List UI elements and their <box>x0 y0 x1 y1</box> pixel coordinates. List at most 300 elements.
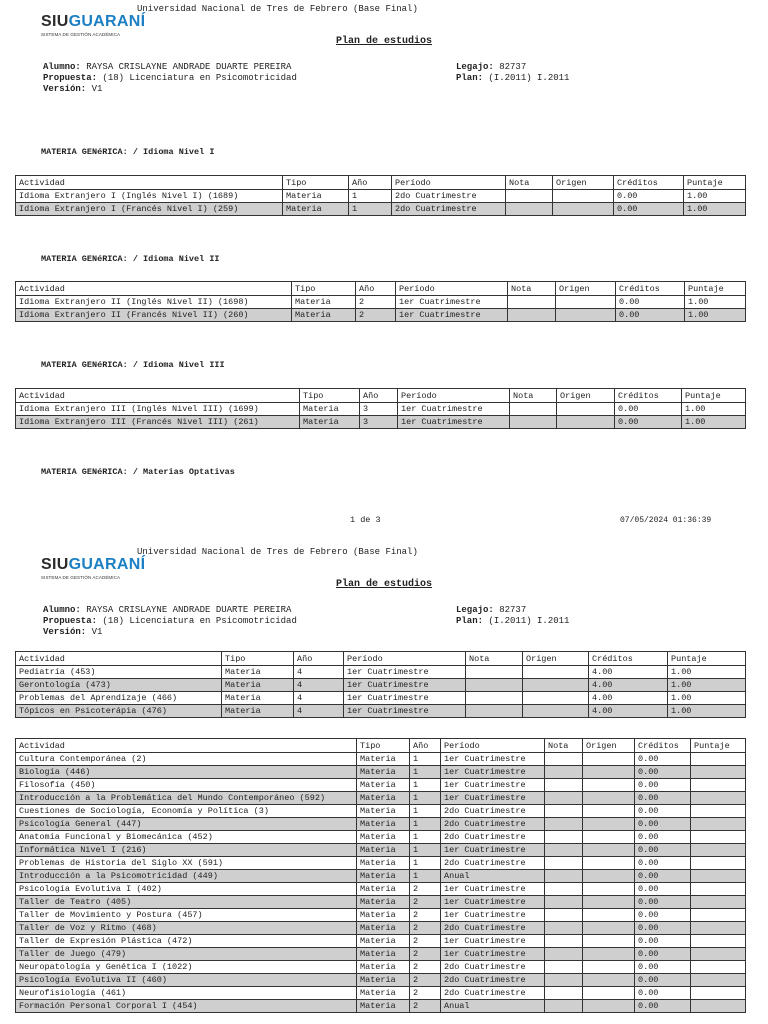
table-cell: 0.00 <box>616 309 685 322</box>
column-header: Origen <box>583 739 635 753</box>
table-cell: Materia <box>222 692 294 705</box>
table-cell: Materia <box>357 766 410 779</box>
column-header: Tipo <box>222 652 294 666</box>
table-cell: Anatomía Funcional y Biomecánica (452) <box>16 831 357 844</box>
table-cell: Materia <box>357 1000 410 1013</box>
table-cell: Psicología Evolutiva I (402) <box>16 883 357 896</box>
table-cell: Biología (446) <box>16 766 357 779</box>
table-cell: 0.00 <box>635 974 691 987</box>
column-header: Actividad <box>16 282 292 296</box>
table-cell <box>691 948 746 961</box>
table-cell: Idioma Extranjero III (Inglés Nivel III) (1699) <box>16 403 300 416</box>
table-cell <box>691 896 746 909</box>
table-cell: Materia <box>222 679 294 692</box>
table-cell: 1.00 <box>685 309 746 322</box>
column-header: Nota <box>506 176 553 190</box>
table-cell: Materia <box>357 857 410 870</box>
table-cell: 1.00 <box>668 666 746 679</box>
column-header: Créditos <box>616 282 685 296</box>
table-cell <box>583 805 635 818</box>
table-row <box>16 296 746 309</box>
table-row <box>16 766 746 779</box>
table-cell: 0.00 <box>635 935 691 948</box>
table-cell: Introducción a la Problemática del Mundo Contemporáneo (592) <box>16 792 357 805</box>
table-cell <box>545 870 583 883</box>
table-cell: Informática Nivel I (216) <box>16 844 357 857</box>
table-cell: 1er Cuatrimestre <box>344 692 466 705</box>
table-cell <box>557 416 615 429</box>
table-cell: 0.00 <box>635 896 691 909</box>
table-cell: Anual <box>441 1000 545 1013</box>
table-cell: Filosofía (450) <box>16 779 357 792</box>
table-cell: 2 <box>410 896 441 909</box>
student-version: V1 <box>91 84 103 94</box>
table-cell: 1 <box>410 805 441 818</box>
table-cell <box>583 922 635 935</box>
table-cell: Anual <box>441 870 545 883</box>
table-cell: Gerontología (473) <box>16 679 222 692</box>
table-cell: 2do Cuatrimestre <box>441 922 545 935</box>
table-cell: Materia <box>300 416 360 429</box>
student-plan: (I.2011) I.2011 <box>488 73 570 83</box>
table-cell: 2 <box>410 883 441 896</box>
table-row <box>16 692 746 705</box>
table-cell: 1er Cuatrimestre <box>396 309 508 322</box>
page-title: Plan de estudios <box>335 36 432 47</box>
table-cell <box>583 987 635 1000</box>
column-header: Año <box>356 282 396 296</box>
column-header: Actividad <box>16 652 222 666</box>
table-cell: 1er Cuatrimestre <box>398 416 510 429</box>
table-cell <box>545 935 583 948</box>
table-cell: Materia <box>357 896 410 909</box>
siu-guarani-logo: SIUGUARANÍ SISTEMA DE GESTIÓN ACADÉMICA <box>41 13 146 37</box>
page-title: Plan de estudios <box>335 579 432 590</box>
table-row <box>16 753 746 766</box>
column-header: Año <box>349 176 392 190</box>
table-row <box>16 948 746 961</box>
table-cell: 2 <box>410 935 441 948</box>
table-cell: Materia <box>357 883 410 896</box>
table-cell: 2do Cuatrimestre <box>441 987 545 1000</box>
siu-guarani-logo: SIUGUARANÍ SISTEMA DE GESTIÓN ACADÉMICA <box>41 556 146 580</box>
table-cell <box>583 974 635 987</box>
table-cell: 0.00 <box>635 805 691 818</box>
student-name: RAYSA CRISLAYNE ANDRADE DUARTE PEREIRA <box>86 62 292 72</box>
column-header: Origen <box>557 389 615 403</box>
table-header-row <box>16 282 746 296</box>
table-cell: Materia <box>357 805 410 818</box>
table-cell: Materia <box>357 935 410 948</box>
column-header: Año <box>360 389 398 403</box>
table-cell <box>466 692 523 705</box>
table-cell <box>691 935 746 948</box>
table-cell: 0.00 <box>635 948 691 961</box>
table-cell: Materia <box>357 831 410 844</box>
table-cell <box>510 403 557 416</box>
table-cell: Psicología General (447) <box>16 818 357 831</box>
column-header: Tipo <box>283 176 349 190</box>
table-cell: 0.00 <box>635 844 691 857</box>
table-cell <box>545 805 583 818</box>
column-header: Créditos <box>635 739 691 753</box>
table-cell: 4 <box>294 666 344 679</box>
table-cell: 2do Cuatrimestre <box>441 857 545 870</box>
table-cell <box>583 831 635 844</box>
table-cell <box>583 935 635 948</box>
table-cell: Materia <box>357 870 410 883</box>
table-cell <box>691 857 746 870</box>
table-cell <box>691 870 746 883</box>
section-table <box>15 281 746 322</box>
table-cell: 0.00 <box>635 818 691 831</box>
table-cell: 1 <box>410 844 441 857</box>
section-table <box>15 175 746 216</box>
table-cell <box>523 666 589 679</box>
table-cell: Taller de Movimiento y Postura (457) <box>16 909 357 922</box>
table-cell <box>545 844 583 857</box>
table-cell: Neurofisiología (461) <box>16 987 357 1000</box>
table-cell: Idioma Extranjero III (Francés Nivel III) (261) <box>16 416 300 429</box>
table-cell <box>691 883 746 896</box>
table-cell <box>545 974 583 987</box>
table-cell: 0.00 <box>635 987 691 1000</box>
table-cell: 1er Cuatrimestre <box>441 766 545 779</box>
table-cell: 1er Cuatrimestre <box>441 948 545 961</box>
table-cell: Taller de Juego (479) <box>16 948 357 961</box>
column-header: Año <box>410 739 441 753</box>
table-cell <box>545 948 583 961</box>
table-cell <box>583 766 635 779</box>
student-plan: (I.2011) I.2011 <box>488 616 570 626</box>
table-cell: 2do Cuatrimestre <box>392 203 506 216</box>
table-cell: 4.00 <box>589 666 668 679</box>
table-cell <box>545 857 583 870</box>
table-cell: 4 <box>294 679 344 692</box>
table-cell: 1.00 <box>685 296 746 309</box>
table-cell: Materia <box>357 961 410 974</box>
table-row <box>16 961 746 974</box>
column-header: Período <box>392 176 506 190</box>
table-cell <box>506 190 553 203</box>
table-cell: 2 <box>410 909 441 922</box>
table-cell: 2 <box>410 922 441 935</box>
table-cell <box>466 705 523 718</box>
column-header: Actividad <box>16 389 300 403</box>
table-row <box>16 922 746 935</box>
table-cell: 0.00 <box>635 766 691 779</box>
table-row <box>16 818 746 831</box>
table-cell <box>583 792 635 805</box>
table-cell: 3 <box>360 403 398 416</box>
student-version: V1 <box>91 627 103 637</box>
table-header-row <box>16 739 746 753</box>
student-info-left: Alumno: RAYSA CRISLAYNE ANDRADE DUARTE PEREIRA Propuesta: (18) Licenciatura en Psicomotricidad Versión: V1 <box>43 605 297 637</box>
column-header: Nota <box>466 652 523 666</box>
table-cell: 1er Cuatrimestre <box>441 753 545 766</box>
table-cell: 1 <box>410 753 441 766</box>
table-row <box>16 974 746 987</box>
table-row <box>16 416 746 429</box>
column-header: Período <box>396 282 508 296</box>
table-cell: 1 <box>410 818 441 831</box>
table-row <box>16 190 746 203</box>
table-cell: 0.00 <box>635 870 691 883</box>
table-cell <box>691 753 746 766</box>
table-cell: Materia <box>300 403 360 416</box>
table-cell <box>583 870 635 883</box>
table-cell: 0.00 <box>635 883 691 896</box>
table-cell: 2 <box>410 961 441 974</box>
table-cell: 1er Cuatrimestre <box>344 679 466 692</box>
student-legajo: 82737 <box>499 62 527 72</box>
table-cell: 1 <box>410 870 441 883</box>
table-cell <box>545 831 583 844</box>
table-cell: 1 <box>410 779 441 792</box>
table-cell: 1.00 <box>668 679 746 692</box>
table-cell: Formación Personal Corporal I (454) <box>16 1000 357 1013</box>
table-row <box>16 805 746 818</box>
table-cell: 1er Cuatrimestre <box>441 844 545 857</box>
table-cell: 1er Cuatrimestre <box>441 779 545 792</box>
table-cell: Materia <box>357 987 410 1000</box>
table-cell <box>691 1000 746 1013</box>
table-row <box>16 679 746 692</box>
table-cell <box>523 705 589 718</box>
table-cell <box>545 883 583 896</box>
logo-text: SIUGUARANÍ <box>41 13 146 30</box>
table-cell <box>545 961 583 974</box>
section-title: MATERIA GENéRICA: / Idioma Nivel III <box>41 360 225 370</box>
table-cell <box>545 779 583 792</box>
table-cell <box>691 805 746 818</box>
table-cell: Materia <box>283 203 349 216</box>
table-row <box>16 857 746 870</box>
table-cell: Materia <box>357 844 410 857</box>
table-cell: 0.00 <box>635 779 691 792</box>
table-cell: 2do Cuatrimestre <box>441 805 545 818</box>
table-cell <box>691 974 746 987</box>
table-cell: 1.00 <box>668 692 746 705</box>
table-cell: Idioma Extranjero I (Inglés Nivel I) (1689) <box>16 190 283 203</box>
column-header: Puntaje <box>684 176 746 190</box>
table-cell: 1 <box>410 792 441 805</box>
table-cell: Materia <box>357 948 410 961</box>
table-row <box>16 203 746 216</box>
table-row <box>16 844 746 857</box>
table-cell: Problemas del Aprendizaje (466) <box>16 692 222 705</box>
table-cell <box>583 961 635 974</box>
table-cell: 4.00 <box>589 692 668 705</box>
table-cell: 1 <box>349 190 392 203</box>
student-legajo: 82737 <box>499 605 527 615</box>
table-cell <box>583 948 635 961</box>
table-cell <box>466 666 523 679</box>
table-cell: 0.00 <box>635 792 691 805</box>
table-cell: 2do Cuatrimestre <box>441 974 545 987</box>
table-cell <box>553 190 614 203</box>
table-cell <box>691 792 746 805</box>
column-header: Tipo <box>357 739 410 753</box>
table-cell <box>545 753 583 766</box>
table-cell: 2 <box>356 296 396 309</box>
table-cell <box>691 987 746 1000</box>
table-row <box>16 987 746 1000</box>
student-propuesta: (18) Licenciatura en Psicomotricidad <box>102 616 297 626</box>
table-cell: 4.00 <box>589 705 668 718</box>
table-cell: Materia <box>292 296 356 309</box>
section-title: MATERIA GENéRICA: / Idioma Nivel I <box>41 147 215 157</box>
column-header: Origen <box>556 282 616 296</box>
student-info-right: Legajo: 82737 Plan: (I.2011) I.2011 <box>456 62 570 83</box>
table-cell: 2 <box>410 974 441 987</box>
table-cell: 0.00 <box>616 296 685 309</box>
column-header: Actividad <box>16 739 357 753</box>
table-cell <box>510 416 557 429</box>
print-date: 07/05/2024 01:36:39 <box>620 516 712 525</box>
table-cell: 1er Cuatrimestre <box>441 896 545 909</box>
table-cell: Cuestiones de Sociología, Economía y Política (3) <box>16 805 357 818</box>
table-cell: 0.00 <box>614 203 684 216</box>
table-cell: 2 <box>410 987 441 1000</box>
optativas-table <box>15 651 746 718</box>
table-cell <box>691 766 746 779</box>
column-header: Nota <box>508 282 556 296</box>
table-cell: Materia <box>357 974 410 987</box>
table-cell <box>523 679 589 692</box>
table-cell: Idioma Extranjero II (Francés Nivel II) (260) <box>16 309 292 322</box>
table-row <box>16 1000 746 1013</box>
table-cell <box>545 896 583 909</box>
table-cell <box>583 896 635 909</box>
table-cell <box>553 203 614 216</box>
table-cell <box>691 909 746 922</box>
table-cell <box>506 203 553 216</box>
column-header: Actividad <box>16 176 283 190</box>
table-cell <box>545 987 583 1000</box>
table-cell: Cultura Contemporánea (2) <box>16 753 357 766</box>
table-cell <box>691 818 746 831</box>
column-header: Puntaje <box>682 389 746 403</box>
table-cell: 4.00 <box>589 679 668 692</box>
student-info-right: Legajo: 82737 Plan: (I.2011) I.2011 <box>456 605 570 626</box>
table-cell: Idioma Extranjero I (Francés Nivel I) (259) <box>16 203 283 216</box>
table-cell: 1.00 <box>668 705 746 718</box>
table-row <box>16 666 746 679</box>
table-cell: 2do Cuatrimestre <box>441 818 545 831</box>
table-cell <box>545 909 583 922</box>
table-cell: 2do Cuatrimestre <box>441 831 545 844</box>
table-cell: 0.00 <box>635 1000 691 1013</box>
table-cell: Psicología Evolutiva II (460) <box>16 974 357 987</box>
table-cell: 1er Cuatrimestre <box>441 883 545 896</box>
table-cell <box>583 857 635 870</box>
table-cell: 1 <box>410 831 441 844</box>
table-cell: Taller de Voz y Ritmo (468) <box>16 922 357 935</box>
student-name: RAYSA CRISLAYNE ANDRADE DUARTE PEREIRA <box>86 605 292 615</box>
table-cell <box>583 818 635 831</box>
table-cell: Materia <box>357 753 410 766</box>
table-cell <box>545 1000 583 1013</box>
column-header: Período <box>398 389 510 403</box>
table-cell: 0.00 <box>635 961 691 974</box>
table-cell: 1er Cuatrimestre <box>441 909 545 922</box>
table-row <box>16 909 746 922</box>
table-cell <box>691 779 746 792</box>
student-propuesta: (18) Licenciatura en Psicomotricidad <box>102 73 297 83</box>
column-header: Tipo <box>300 389 360 403</box>
table-row <box>16 883 746 896</box>
table-cell: Taller de Expresión Plástica (472) <box>16 935 357 948</box>
table-cell: 1er Cuatrimestre <box>398 403 510 416</box>
table-cell: 3 <box>360 416 398 429</box>
table-cell <box>583 753 635 766</box>
table-cell: 1er Cuatrimestre <box>344 666 466 679</box>
student-info-left: Alumno: RAYSA CRISLAYNE ANDRADE DUARTE PEREIRA Propuesta: (18) Licenciatura en Psicomotricidad Versión: V1 <box>43 62 297 94</box>
table-row <box>16 792 746 805</box>
table-cell: Idioma Extranjero II (Inglés Nivel II) (1698) <box>16 296 292 309</box>
university-name: Universidad Nacional de Tres de Febrero (Base Final) <box>137 547 418 557</box>
table-cell: Materia <box>357 779 410 792</box>
table-cell: 0.00 <box>635 831 691 844</box>
column-header: Período <box>441 739 545 753</box>
table-cell <box>691 831 746 844</box>
table-cell <box>583 1000 635 1013</box>
table-cell: 2 <box>356 309 396 322</box>
table-cell <box>583 909 635 922</box>
table-row <box>16 831 746 844</box>
table-cell: 1.00 <box>682 403 746 416</box>
table-cell: Problemas de Historia del Siglo XX (591) <box>16 857 357 870</box>
column-header: Créditos <box>589 652 668 666</box>
table-cell: 1.00 <box>684 190 746 203</box>
table-row <box>16 896 746 909</box>
table-cell: Taller de Teatro (405) <box>16 896 357 909</box>
table-cell: Materia <box>357 792 410 805</box>
table-cell: Materia <box>357 922 410 935</box>
table-cell <box>583 779 635 792</box>
page-number: 1 de 3 <box>350 515 381 525</box>
column-header: Origen <box>553 176 614 190</box>
materias-table <box>15 738 746 1013</box>
table-cell: 1er Cuatrimestre <box>396 296 508 309</box>
table-cell <box>508 296 556 309</box>
column-header: Año <box>294 652 344 666</box>
table-cell <box>466 679 523 692</box>
table-row <box>16 779 746 792</box>
column-header: Puntaje <box>685 282 746 296</box>
university-name: Universidad Nacional de Tres de Febrero (Base Final) <box>137 4 418 14</box>
table-cell: 1 <box>410 857 441 870</box>
table-cell: Introducción a la Psicomotricidad (449) <box>16 870 357 883</box>
table-cell: 2 <box>410 1000 441 1013</box>
column-header: Créditos <box>614 176 684 190</box>
table-cell <box>557 403 615 416</box>
table-cell: Tópicos en Psicoterápia (476) <box>16 705 222 718</box>
column-header: Puntaje <box>668 652 746 666</box>
table-cell: Materia <box>357 818 410 831</box>
table-row <box>16 935 746 948</box>
table-cell <box>691 844 746 857</box>
table-cell: 0.00 <box>615 403 682 416</box>
table-row <box>16 705 746 718</box>
table-cell <box>556 296 616 309</box>
column-header: Puntaje <box>691 739 746 753</box>
section-title: MATERIA GENéRICA: / Idioma Nivel II <box>41 254 220 264</box>
table-cell: 0.00 <box>615 416 682 429</box>
table-cell: Pediatría (453) <box>16 666 222 679</box>
table-cell: 0.00 <box>635 922 691 935</box>
